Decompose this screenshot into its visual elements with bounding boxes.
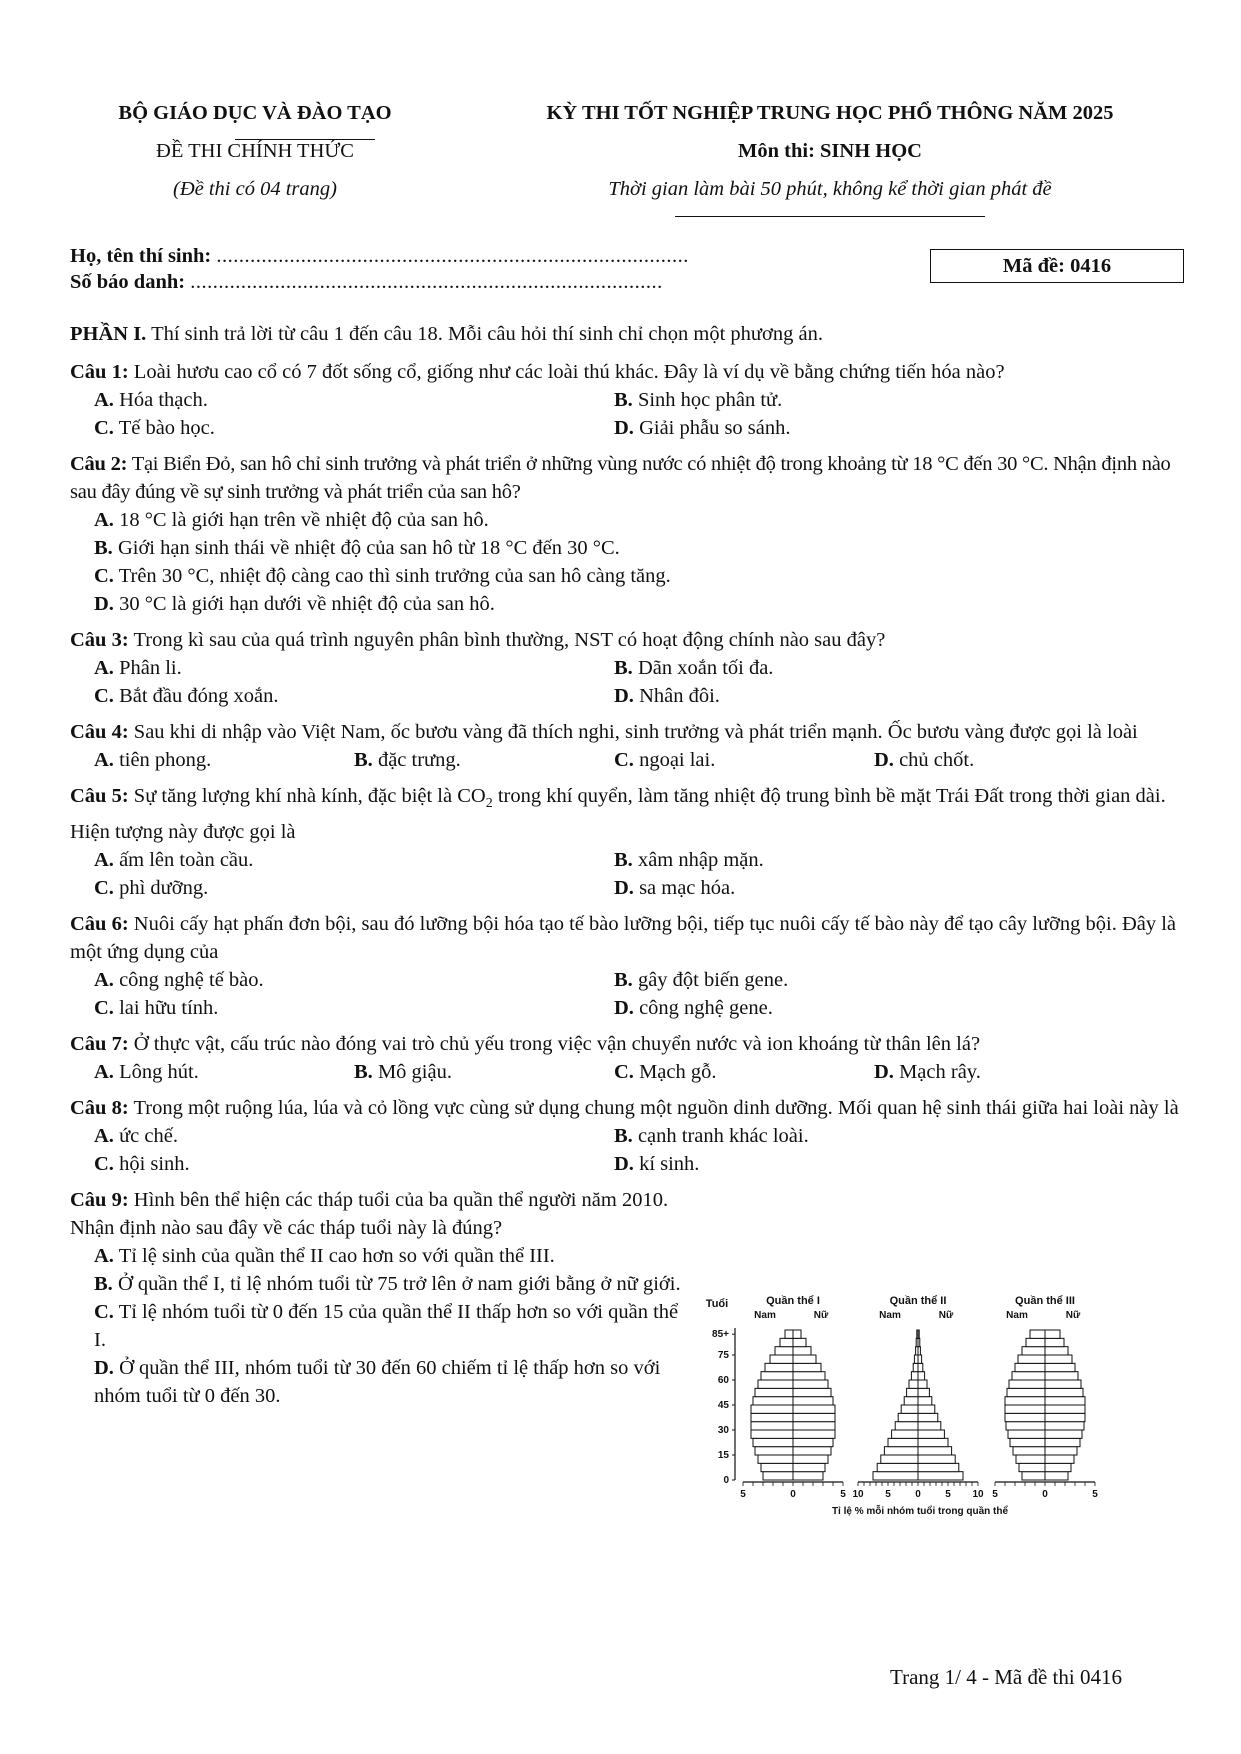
x-tick-label: 5 — [945, 1489, 951, 1500]
female-bar — [1045, 1347, 1068, 1355]
option-b[interactable]: B. xâm nhập mặn. — [614, 849, 764, 872]
male-bar — [775, 1347, 793, 1355]
female-bar — [793, 1447, 831, 1455]
question-9 — [70, 1186, 690, 1410]
male-bar — [1015, 1363, 1045, 1371]
female-bar — [918, 1388, 929, 1396]
male-bar — [1005, 1405, 1045, 1413]
male-bar — [758, 1380, 793, 1388]
question-label: Câu 4: — [70, 721, 129, 743]
male-bar — [907, 1388, 918, 1396]
female-bar — [1045, 1447, 1077, 1455]
x-tick-label: 5 — [740, 1489, 746, 1500]
male-bar — [758, 1455, 793, 1463]
question-text: Trong một ruộng lúa, lúa và cỏ lồng vực cùng sử dụng chung một nguồn dinh dưỡng. Mối quan hệ sinh thái giữa hai loài này là — [133, 1097, 1179, 1120]
option-d[interactable]: D. kí sinh. — [614, 1153, 700, 1176]
option-d[interactable]: D. 30 °C là giới hạn dưới về nhiệt độ của san hô. — [94, 593, 495, 615]
male-bar — [909, 1380, 918, 1388]
male-bar — [751, 1422, 793, 1430]
female-bar — [918, 1422, 941, 1430]
exam-content — [70, 320, 1190, 1418]
male-bar — [1013, 1447, 1045, 1455]
option-a[interactable]: A. Phân li. — [94, 657, 182, 679]
official-label: ĐỀ THI CHÍNH THỨC — [156, 140, 354, 162]
option-d[interactable]: D. Ở quần thể III, nhóm tuổi từ 30 đến 60 chiếm tỉ lệ thấp hơn so với nhóm tuổi từ 0 đến 30. — [94, 1357, 661, 1408]
question-7 — [70, 1030, 1190, 1086]
male-label: Nam — [879, 1310, 901, 1321]
female-bar — [918, 1447, 952, 1455]
female-bar — [1045, 1422, 1084, 1430]
option-b[interactable]: B. đặc trưng. — [354, 749, 461, 771]
option-a[interactable]: A. ức chế. — [94, 1125, 178, 1148]
female-bar — [1045, 1355, 1072, 1363]
female-bar — [1045, 1372, 1078, 1380]
pyramid-title: Quần thể I — [766, 1295, 820, 1307]
female-bar — [793, 1388, 831, 1396]
x-tick-label: 0 — [915, 1489, 921, 1500]
male-bar — [751, 1405, 793, 1413]
female-bar — [793, 1422, 835, 1430]
male-bar — [753, 1397, 793, 1405]
male-label: Nam — [1006, 1310, 1028, 1321]
pages-note: (Đề thi có 04 trang) — [173, 178, 337, 200]
male-bar — [770, 1355, 793, 1363]
question-8 — [70, 1094, 1190, 1178]
option-b[interactable]: B. Mô giậu. — [354, 1061, 452, 1084]
female-bar — [793, 1472, 823, 1480]
female-label: Nữ — [813, 1310, 829, 1321]
male-bar — [901, 1405, 918, 1413]
female-bar — [793, 1372, 825, 1380]
question-label: Câu 5: — [70, 785, 129, 807]
female-bar — [1045, 1438, 1080, 1446]
male-bar — [785, 1330, 793, 1338]
option-a[interactable]: A. 18 °C là giới hạn trên về nhiệt độ của san hô. — [94, 509, 489, 531]
male-bar — [911, 1372, 918, 1380]
male-bar — [881, 1455, 918, 1463]
female-bar — [1045, 1463, 1071, 1471]
question-label: Câu 7: — [70, 1033, 129, 1056]
male-bar — [888, 1438, 918, 1446]
y-tick-label: 75 — [717, 1350, 729, 1361]
option-b[interactable]: B. Sinh học phân tử. — [614, 389, 783, 411]
female-bar — [1045, 1472, 1068, 1480]
female-bar — [918, 1405, 935, 1413]
x-tick-label: 5 — [1092, 1489, 1098, 1500]
option-d[interactable]: D. Mạch rây. — [874, 1061, 981, 1084]
candidate-name-field[interactable]: .................................................................................... — [216, 245, 689, 267]
male-bar — [1009, 1380, 1045, 1388]
female-bar — [918, 1455, 955, 1463]
female-bar — [918, 1397, 932, 1405]
female-bar — [918, 1463, 959, 1471]
question-text: Sự tăng lượng khí nhà kính, đặc biệt là CO — [133, 785, 486, 807]
option-b[interactable]: B. cạnh tranh khác loài. — [614, 1125, 809, 1148]
female-bar — [793, 1463, 825, 1471]
option-d[interactable]: D. chủ chốt. — [874, 749, 975, 771]
female-bar — [1045, 1330, 1060, 1338]
female-bar — [793, 1338, 806, 1346]
y-axis-label: Tuổi — [705, 1298, 729, 1310]
male-bar — [1030, 1330, 1045, 1338]
female-bar — [793, 1430, 835, 1438]
female-label: Nữ — [1065, 1310, 1081, 1321]
male-bar — [765, 1363, 793, 1371]
male-bar — [895, 1422, 918, 1430]
female-bar — [1045, 1413, 1085, 1421]
time-note: Thời gian làm bài 50 phút, không kể thời gian phát đề — [608, 178, 1052, 200]
female-bar — [1045, 1430, 1082, 1438]
y-tick-label: 85+ — [712, 1329, 729, 1341]
female-bar — [793, 1405, 835, 1413]
male-bar — [873, 1472, 918, 1480]
male-bar — [780, 1338, 793, 1346]
question-text: Loài hươu cao cổ có 7 đốt sống cổ, giống như các loài thú khác. Đây là ví dụ về bằng chứng tiến hóa nào? — [133, 361, 1005, 383]
question-label: Câu 1: — [70, 361, 129, 383]
female-bar — [1045, 1338, 1064, 1346]
question-text: Tại Biển Đỏ, san hô chỉ sinh trưởng và phát triển ở những vùng nước có nhiệt độ trong khoảng từ 18 °C đến 30 °C. Nhận định nào sau đây đúng về sự sinh trưởng và phát triển của san hô? — [70, 453, 1171, 503]
male-bar — [913, 1363, 918, 1371]
option-c[interactable]: C. Tế bào học. — [94, 417, 215, 439]
male-bar — [1012, 1372, 1045, 1380]
female-bar — [1045, 1388, 1083, 1396]
part1-heading — [70, 320, 1190, 348]
option-b[interactable]: B. gây đột biến gene. — [614, 969, 789, 992]
x-tick-label: 10 — [852, 1489, 864, 1500]
part1-instruction: Thí sinh trả lời từ câu 1 đến câu 18. Mỗi câu hỏi thí sinh chỉ chọn một phương án. — [151, 323, 823, 345]
age-pyramid-chart — [705, 1290, 1175, 1550]
question-text: Ở thực vật, cấu trúc nào đóng vai trò chủ yếu trong việc vận chuyển nước và ion khoáng từ thân lên lá? — [133, 1033, 981, 1056]
male-bar — [898, 1413, 918, 1421]
question-text-cont: trong khí quyển, làm tăng nhiệt độ trung bình bề mặt Trái Đất trong thời gian dài. Hiện tượng này được gọi là — [70, 785, 1166, 844]
male-bar — [751, 1430, 793, 1438]
male-bar — [1005, 1413, 1045, 1421]
x-tick-label: 5 — [840, 1489, 846, 1500]
option-a[interactable]: A. Hóa thạch. — [94, 389, 208, 411]
female-bar — [1045, 1405, 1085, 1413]
part1-title: PHẦN I. — [70, 323, 147, 345]
question-6 — [70, 910, 1190, 1022]
male-bar — [753, 1438, 793, 1446]
female-bar — [918, 1413, 938, 1421]
female-bar — [918, 1338, 920, 1346]
question-3 — [70, 626, 1190, 710]
x-axis-label: Tỉ lệ % mỗi nhóm tuổi trong quần thể — [831, 1506, 1009, 1517]
option-c[interactable]: C. lai hữu tính. — [94, 997, 219, 1020]
male-bar — [1022, 1347, 1045, 1355]
male-bar — [751, 1413, 793, 1421]
ministry-name: BỘ GIÁO DỤC VÀ ĐÀO TẠO — [118, 102, 392, 124]
option-a[interactable]: A. Lông hút. — [94, 1061, 199, 1084]
y-tick-label: 45 — [717, 1400, 729, 1411]
candidate-id-field[interactable]: .................................................................................... — [190, 271, 663, 293]
female-bar — [918, 1347, 920, 1355]
male-bar — [1016, 1455, 1045, 1463]
option-b[interactable]: B. Giới hạn sinh thái về nhiệt độ của san hô từ 18 °C đến 30 °C. — [94, 537, 620, 559]
male-bar — [755, 1388, 793, 1396]
female-bar — [793, 1363, 821, 1371]
y-tick-label: 0 — [723, 1475, 729, 1486]
option-a[interactable]: A. ấm lên toàn cầu. — [94, 849, 254, 872]
option-c[interactable]: C. Tỉ lệ nhóm tuổi từ 0 đến 15 của quần thể II thấp hơn so với quần thể I. — [94, 1301, 679, 1352]
subject: Môn thi: SINH HỌC — [738, 140, 922, 162]
male-bar — [1018, 1355, 1045, 1363]
option-c[interactable]: C. Mạch gỗ. — [614, 1061, 717, 1084]
option-b[interactable]: B. Dãn xoắn tối đa. — [614, 657, 774, 679]
female-bar — [918, 1380, 927, 1388]
female-bar — [918, 1363, 923, 1371]
male-bar — [755, 1447, 793, 1455]
question-4 — [70, 718, 1190, 774]
male-bar — [1006, 1422, 1045, 1430]
pyramid-title: Quần thể III — [1015, 1295, 1075, 1307]
question-5 — [70, 782, 1190, 902]
male-bar — [761, 1372, 793, 1380]
x-tick-label: 5 — [992, 1489, 998, 1500]
option-d[interactable]: D. công nghệ gene. — [614, 997, 773, 1020]
page-footer: Trang 1/ 4 - Mã đề thi 0416 — [890, 1665, 1122, 1689]
header-left — [70, 94, 440, 208]
question-label: Câu 2: — [70, 453, 128, 475]
question-text: Trong kì sau của quá trình nguyên phân bình thường, NST có hoạt động chính nào sau đây? — [133, 629, 886, 651]
question-text: Hình bên thể hiện các tháp tuổi của ba quần thể người năm 2010. Nhận định nào sau đây về các tháp tuổi này là đúng? — [70, 1189, 669, 1240]
x-tick-label: 0 — [1042, 1489, 1048, 1500]
exam-code-box: Mã đề: 0416 — [930, 249, 1184, 283]
question-text: Sau khi di nhập vào Việt Nam, ốc bươu vàng đã thích nghi, sinh trưởng và phát triển mạnh. Ốc bươu vàng được gọi là loài — [133, 721, 1138, 743]
x-tick-label: 10 — [972, 1489, 984, 1500]
subscript: 2 — [485, 796, 493, 812]
option-c[interactable]: C. phì dưỡng. — [94, 877, 209, 900]
female-bar — [918, 1330, 919, 1338]
option-c[interactable]: C. Bắt đầu đóng xoắn. — [94, 685, 279, 707]
female-bar — [793, 1397, 833, 1405]
female-bar — [793, 1438, 833, 1446]
question-label: Câu 8: — [70, 1097, 129, 1120]
x-tick-label: 0 — [790, 1489, 796, 1500]
male-bar — [1022, 1472, 1045, 1480]
male-bar — [1026, 1338, 1045, 1346]
question-label: Câu 9: — [70, 1189, 129, 1212]
male-bar — [877, 1463, 918, 1471]
option-d[interactable]: D. Giải phẫu so sánh. — [614, 417, 791, 439]
male-bar — [1005, 1397, 1045, 1405]
question-text: Nuôi cấy hạt phấn đơn bội, sau đó lưỡng bội hóa tạo tế bào lưỡng bội, tiếp tục nuôi cấy tế bào này để tạo cây lưỡng bội. Đây là một ứng dụng của — [70, 913, 1177, 964]
option-c[interactable]: C. hội sinh. — [94, 1153, 190, 1176]
female-bar — [793, 1347, 811, 1355]
female-bar — [918, 1430, 944, 1438]
option-d[interactable]: D. sa mạc hóa. — [614, 877, 736, 900]
female-bar — [1045, 1380, 1081, 1388]
female-bar — [793, 1355, 816, 1363]
female-bar — [918, 1472, 963, 1480]
option-b[interactable]: B. Ở quần thể I, tỉ lệ nhóm tuổi từ 75 trở lên ở nam giới bằng ở nữ giới. — [94, 1273, 681, 1296]
female-bar — [918, 1438, 948, 1446]
female-bar — [793, 1413, 835, 1421]
male-label: Nam — [754, 1310, 776, 1321]
question-label: Câu 6: — [70, 913, 129, 936]
exam-title: KỲ THI TỐT NGHIỆP TRUNG HỌC PHỔ THÔNG NĂM 2025 — [546, 102, 1114, 124]
female-bar — [918, 1372, 925, 1380]
male-bar — [1007, 1388, 1045, 1396]
question-label: Câu 3: — [70, 629, 129, 651]
candidate-name-label: Họ, tên thí sinh: — [70, 245, 212, 267]
option-c[interactable]: C. ngoại lai. — [614, 749, 716, 771]
option-c[interactable]: C. Trên 30 °C, nhiệt độ càng cao thì sinh trưởng của san hô càng tăng. — [94, 565, 671, 587]
female-bar — [793, 1455, 828, 1463]
male-bar — [904, 1397, 918, 1405]
y-tick-label: 60 — [717, 1375, 729, 1386]
option-a[interactable]: A. Tỉ lệ sinh của quần thể II cao hơn so với quần thể III. — [94, 1245, 555, 1268]
question-2 — [70, 450, 1190, 618]
x-tick-label: 5 — [885, 1489, 891, 1500]
male-bar — [884, 1447, 918, 1455]
male-bar — [892, 1430, 918, 1438]
female-bar — [793, 1330, 801, 1338]
male-bar — [1010, 1438, 1045, 1446]
female-bar — [1045, 1397, 1085, 1405]
male-bar — [1019, 1463, 1045, 1471]
female-label: Nữ — [938, 1310, 954, 1321]
male-bar — [761, 1463, 793, 1471]
y-tick-label: 15 — [717, 1450, 729, 1461]
male-bar — [1008, 1430, 1045, 1438]
male-bar — [914, 1355, 918, 1363]
female-bar — [1045, 1363, 1075, 1371]
option-d[interactable]: D. Nhân đôi. — [614, 685, 720, 707]
option-a[interactable]: A. công nghệ tế bào. — [94, 969, 264, 992]
question-1 — [70, 358, 1190, 442]
male-bar — [763, 1472, 793, 1480]
y-tick-label: 30 — [717, 1425, 729, 1436]
candidate-info — [70, 243, 689, 295]
female-bar — [793, 1380, 828, 1388]
pyramid-title: Quần thể II — [889, 1295, 947, 1307]
option-a[interactable]: A. tiên phong. — [94, 749, 212, 771]
female-bar — [918, 1355, 922, 1363]
female-bar — [1045, 1455, 1074, 1463]
candidate-id-label: Số báo danh: — [70, 271, 186, 293]
header-right — [495, 94, 1165, 208]
